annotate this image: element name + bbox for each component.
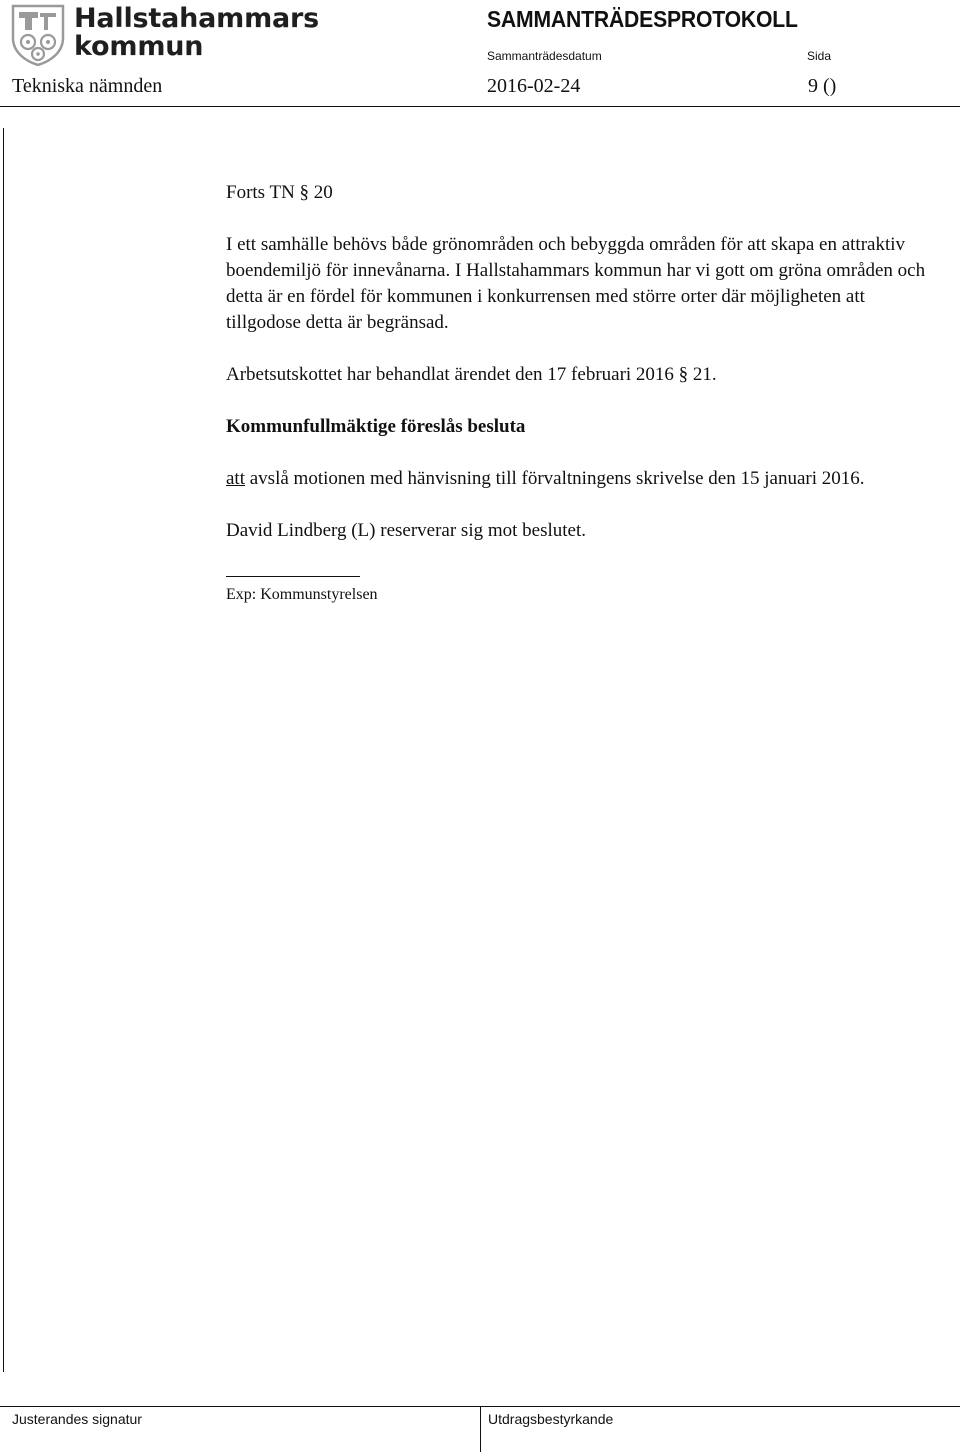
municipality-logo [10, 3, 320, 68]
protocol-body [226, 180, 932, 605]
proposal-heading: Kommunfullmäktige föreslås besluta [226, 416, 526, 437]
reservation-paragraph: David Lindberg (L) reserverar sig mot beslutet. [226, 520, 587, 541]
committee-handling-paragraph: Arbetsutskottet har behandlat ärendet den 17 februari 2016 § 21. [226, 364, 717, 385]
left-margin-line [3, 128, 4, 1372]
committee-name: Tekniska nämnden [12, 75, 163, 97]
footer-column-divider [480, 1406, 481, 1452]
meeting-date-label: Sammanträdesdatum [487, 49, 602, 63]
header-divider [0, 106, 960, 107]
coat-of-arms-icon [10, 4, 66, 66]
section-title: Forts TN § 20 [226, 182, 333, 203]
decision-att-keyword: att [226, 468, 245, 489]
background-paragraph: I ett samhälle behövs både grönområden och bebyggda områden för att skapa en attraktiv boendemiljö för innevånarna. I Hallstahammars kommun har vi gott om gröna områden och detta är en fördel för kommunen i konkurrensen med större orter där möjligheten att tillgodose detta är begränsad. [226, 234, 926, 333]
decision-paragraph [226, 466, 932, 492]
certified-extract-label: Utdragsbestyrkande [488, 1411, 614, 1427]
page-number: 9 () [808, 75, 837, 97]
signature-label: Justerandes signatur [12, 1411, 142, 1427]
logo-line-1: Hallstahammars [74, 3, 320, 34]
decision-text: avslå motionen med hänvisning till förvaltningens skrivelse den 15 januari 2016. [245, 468, 865, 489]
expedition-note: Exp: Kommunstyrelsen [226, 586, 378, 603]
expedition-rule [226, 576, 360, 577]
document-type-title: SAMMANTRÄDESPROTOKOLL [487, 6, 798, 32]
meeting-date: 2016-02-24 [487, 75, 581, 97]
logo-wordmark [74, 5, 319, 61]
page-label: Sida [807, 49, 832, 63]
logo-line-2: kommun [74, 31, 204, 62]
